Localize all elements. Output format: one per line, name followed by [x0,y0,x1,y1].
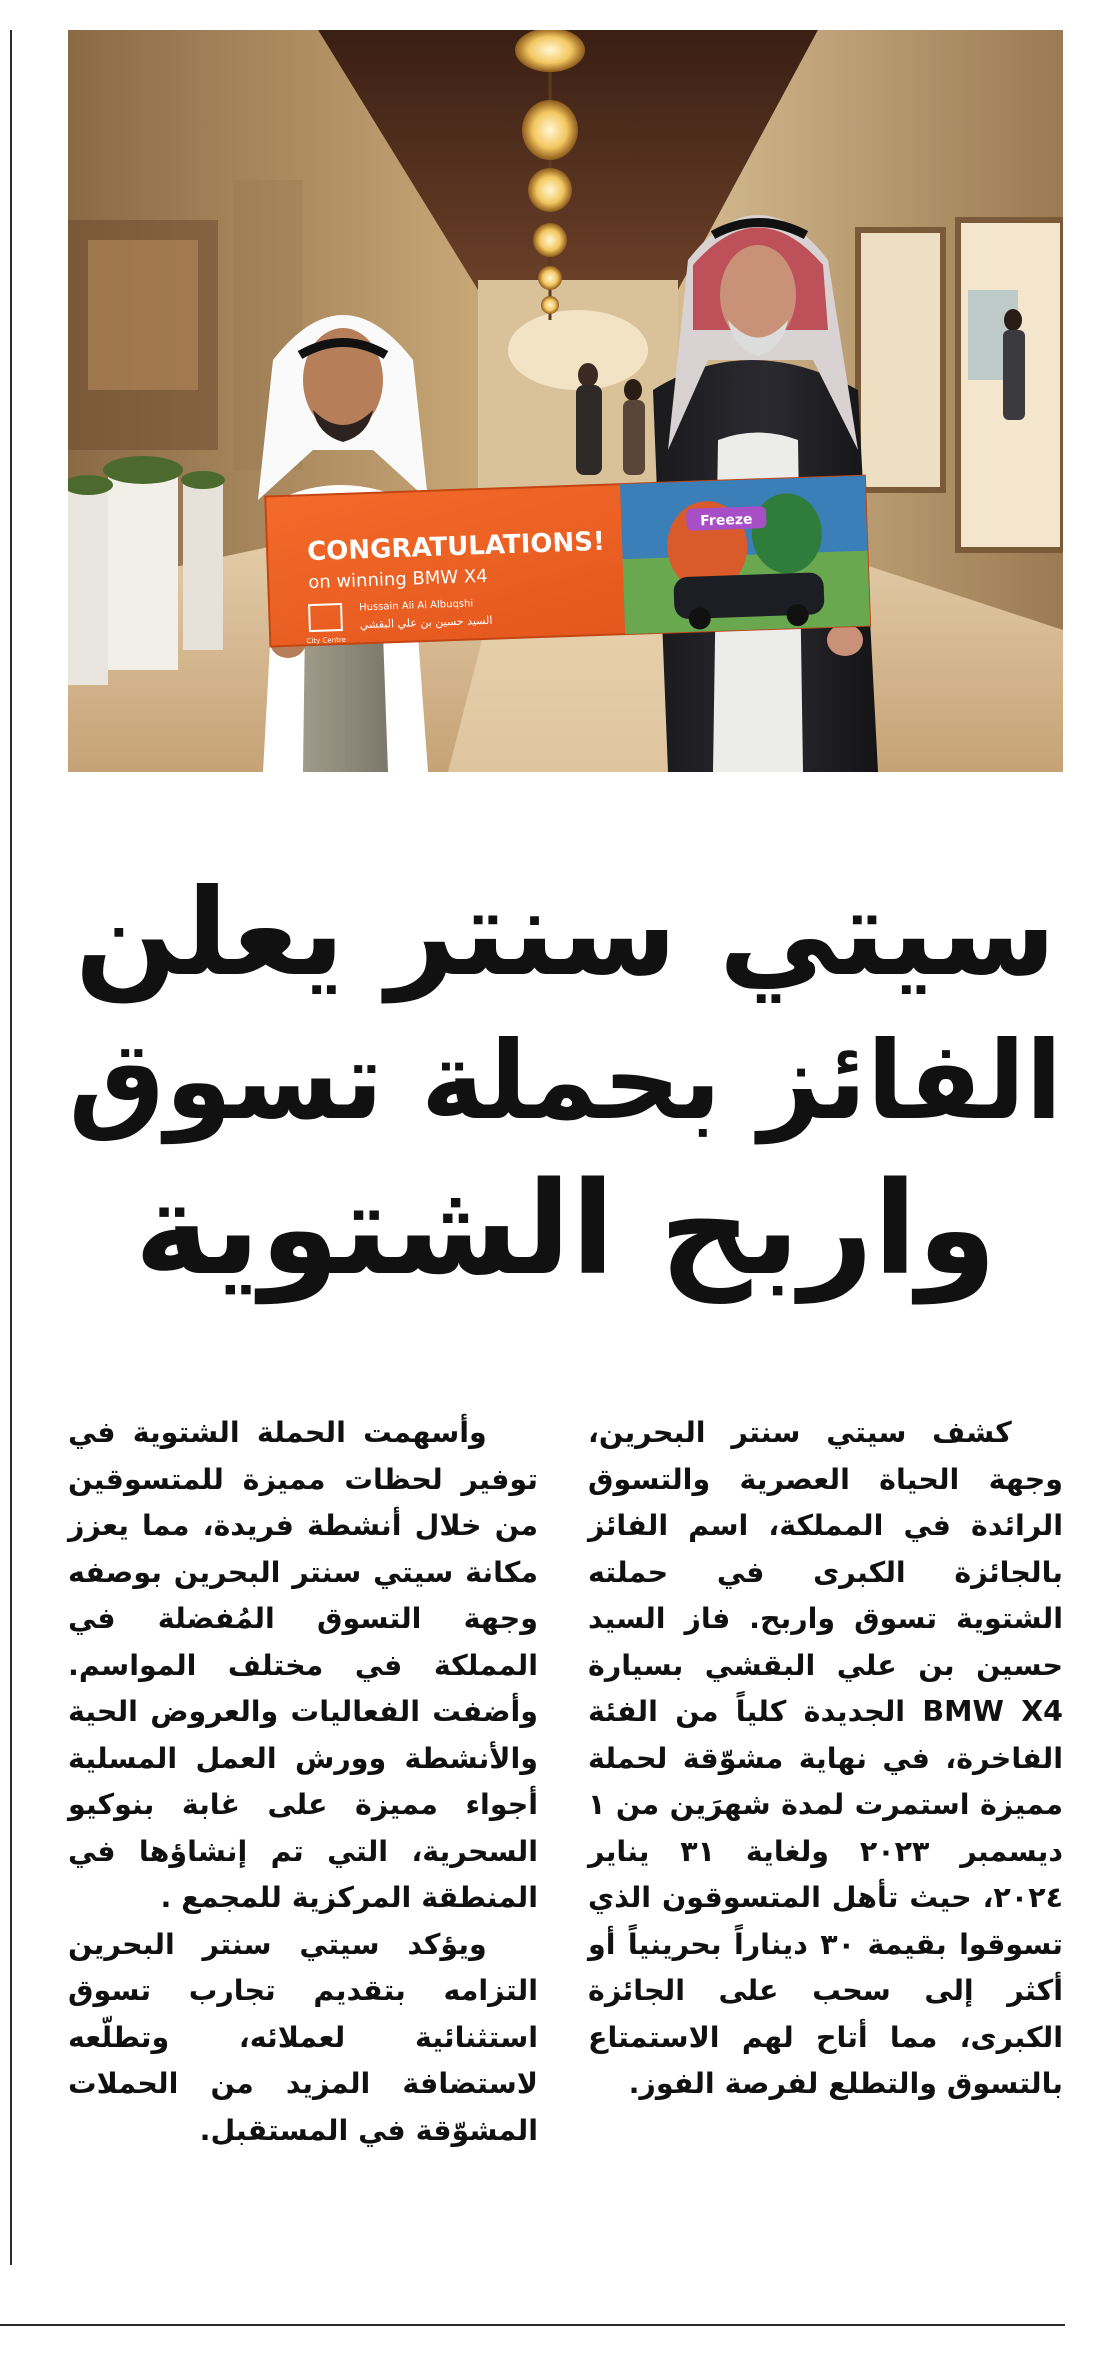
page-bottom-rule [0,2324,1065,2326]
article-column-right [588,1410,1063,2108]
sign-winner-en: Hussain Ali Al Albuqshi [358,598,474,614]
sign-brand: City Centre [306,635,347,646]
column-rule-left [10,30,12,2265]
sign-subline: on winning BMW X4 [307,565,488,594]
sign-headline: CONGRATULATIONS! [306,526,606,568]
headline-line-3: واربح الشتوية [134,1155,997,1304]
sign-winner-ar: السيد حسين بن علي البقشي [359,613,493,632]
article-photo [68,30,1063,772]
sign-campaign-logo: Freeze [699,511,753,530]
headline-line-2: الفائز بحملة تسوق [68,1019,1063,1144]
paragraph: كشف سيتي سنتر البحرين، وجهة الحياة العصرية والتسوق الرائدة في المملكة، اسم الفائز بالجائزة الكبرى في حملته الشتوية تسوق واربح. فاز السيد حسين بن علي البقشي بسيارة BMW X4 الجديدة كلياً من الفئة الفاخرة، في نهاية مشوّقة لحملة مميزة استمرت لمدة شهرَين من ١ ديسمبر ٢٠٢٣ ولغاية ٣١ يناير ٢٠٢٤، حيث تأهل المتسوقون الذي تسوقوا بقيمة ٣٠ ديناراً بحرينياً أو أكثر إلى سحب على الجائزة الكبرى، مما أتاح لهم الاستمتاع بالتسوق والتطلع لفرصة الفوز. [588,1416,1064,2100]
article-column-left [68,1410,538,2154]
headline-line-1: سيتي سنتر يعلن [74,864,1057,1003]
paragraph: ويؤكد سيتي سنتر البحرين التزامه بتقديم تجارب تسوق استثنائية لعملائه، وتطلّعه لاستضافة المزيد من الحملات المشوّقة في المستقبل. [68,1927,538,2147]
paragraph: وأسهمت الحملة الشتوية في توفير لحظات مميزة للمتسوقين من خلال أنشطة فريدة، مما يعزز مكانة سيتي سنتر البحرين بوصفه وجهة التسوق المُفضلة في المملكة في مختلف المواسم. وأضفت الفعاليات والعروض الحية والأنشطة وورش العمل المسلية أجواء مميزة على غابة بنوكيو السحرية، التي تم إنشاؤها في المنطقة المركزية للمجمع . [68,1416,538,1914]
article-headline [68,860,1063,1304]
